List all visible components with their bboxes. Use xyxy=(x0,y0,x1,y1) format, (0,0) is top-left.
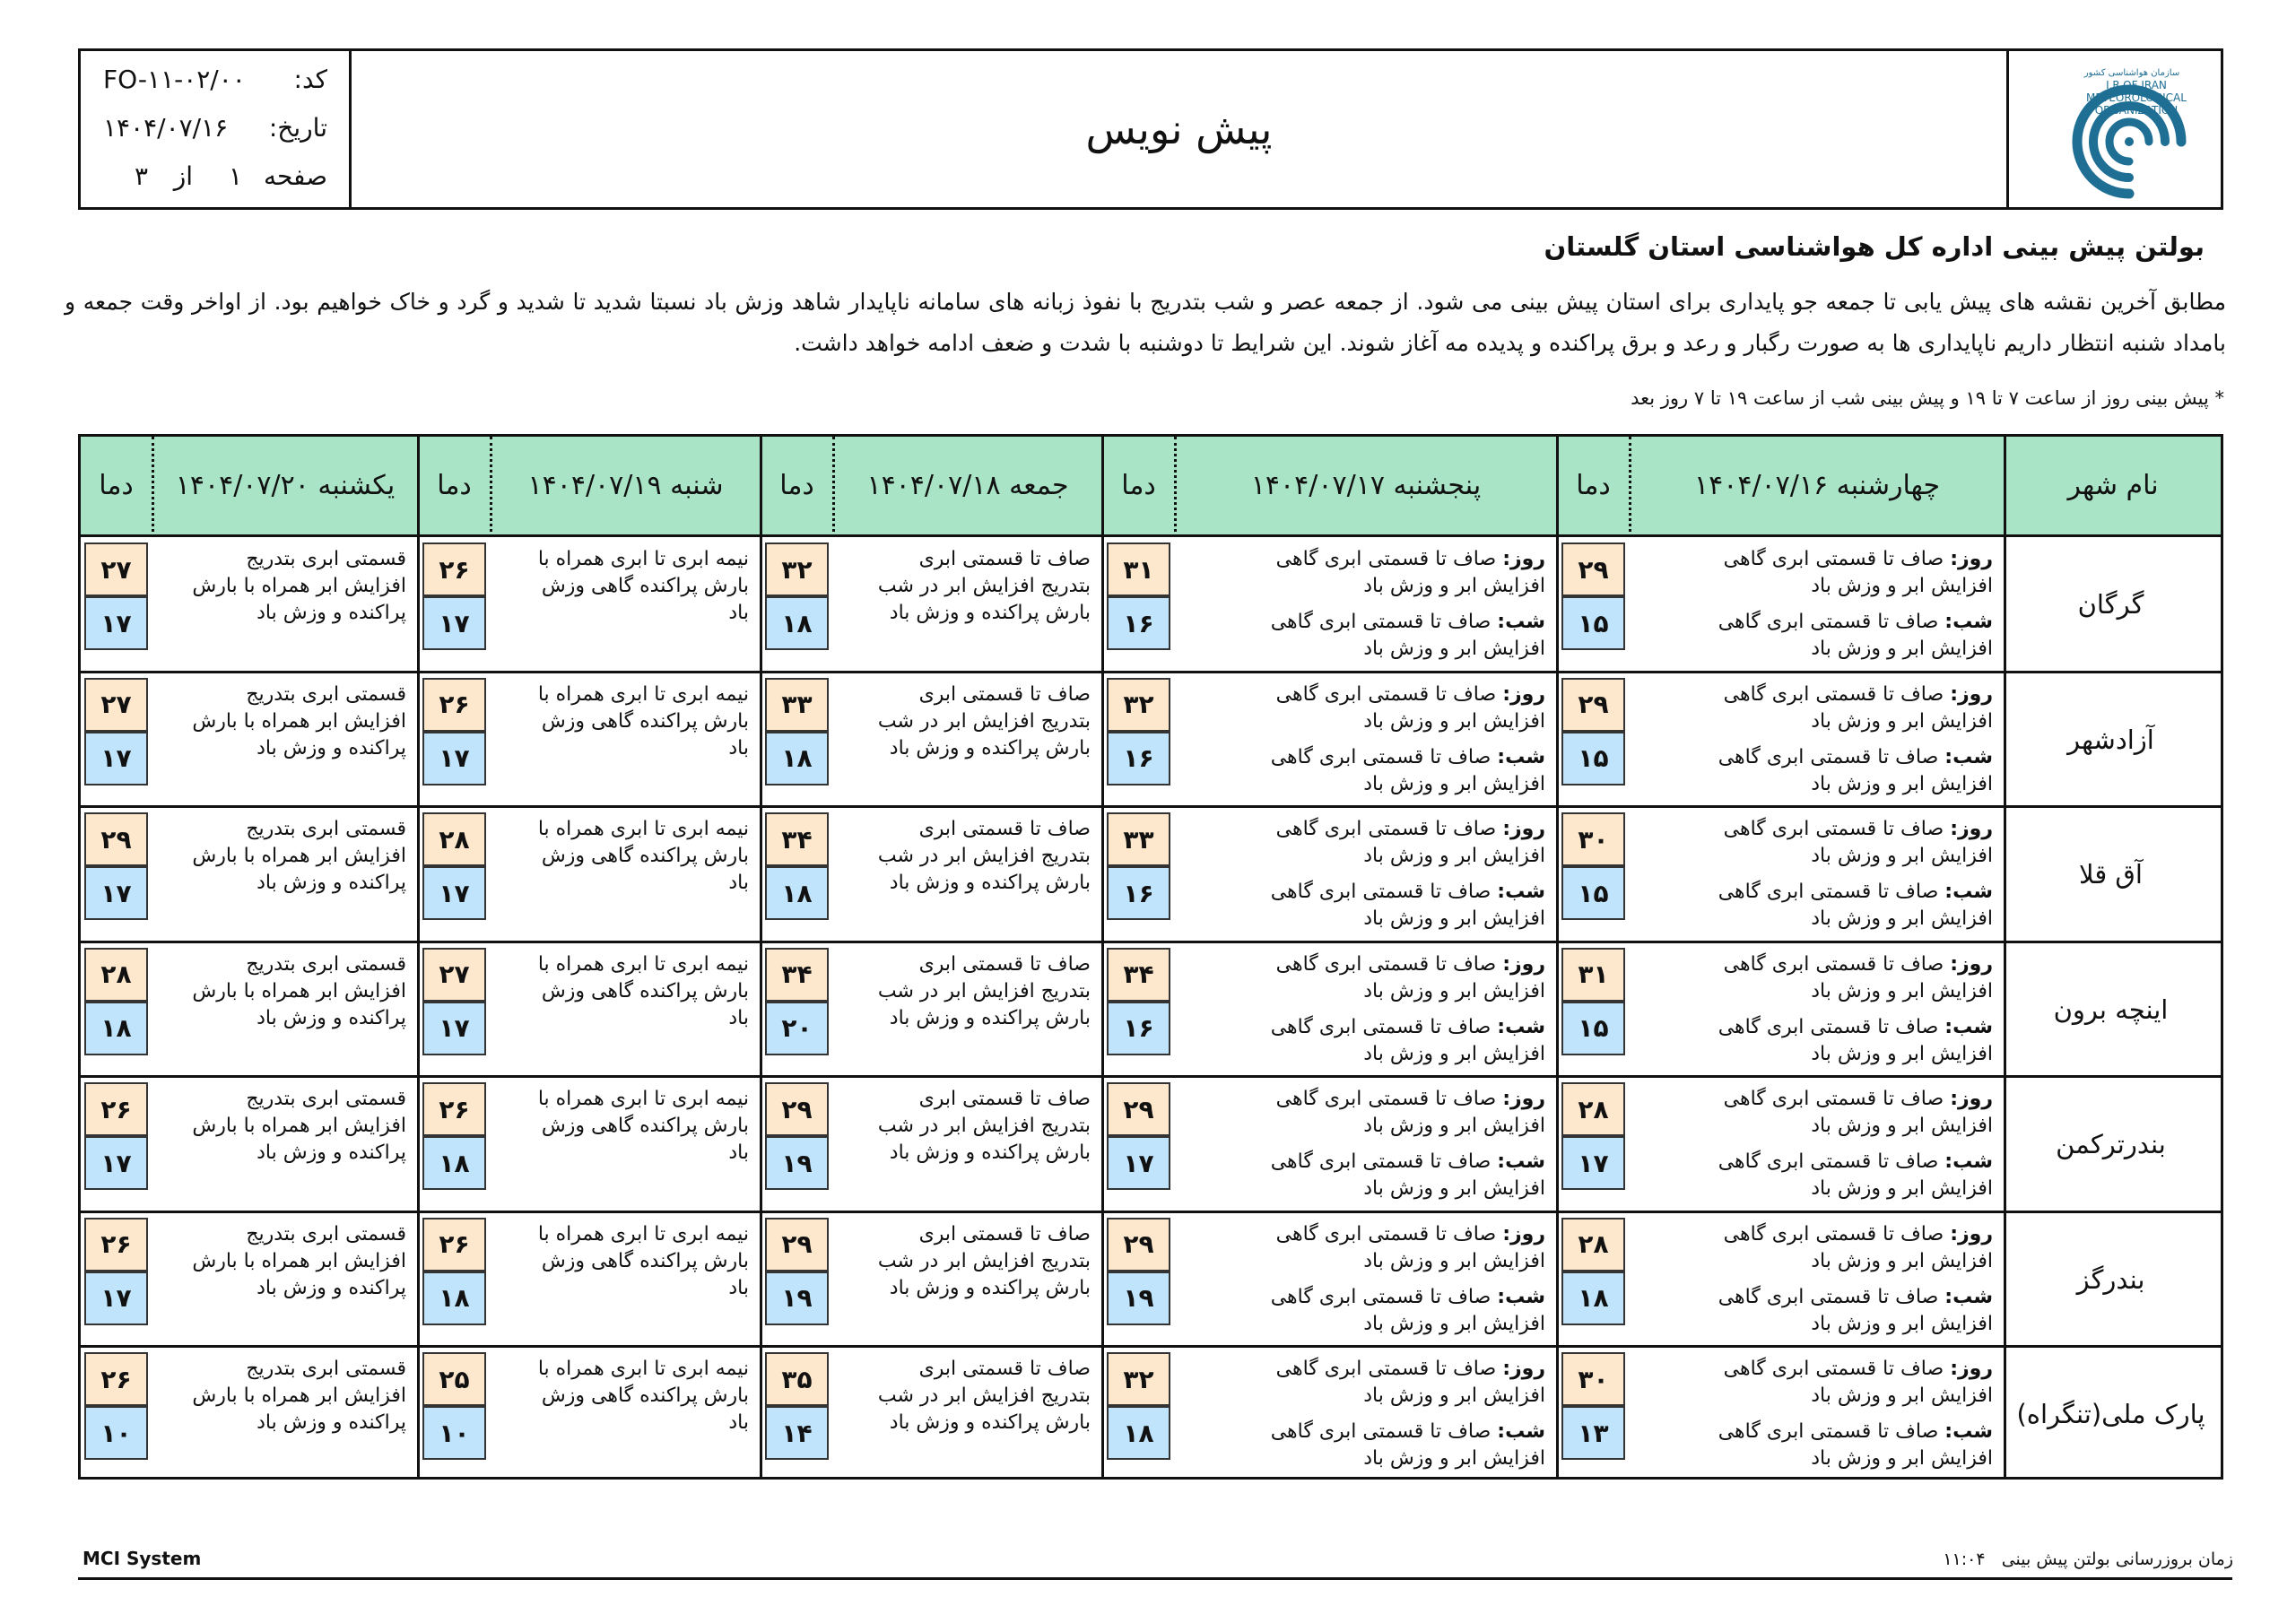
header-dotted-divider xyxy=(152,437,154,537)
min-temp: ۱۷ xyxy=(84,732,148,785)
update-label: زمان بروزرسانی بولتن پیش بینی xyxy=(2001,1549,2233,1569)
night-prefix: شب: xyxy=(1944,745,1993,768)
night-forecast-text: صاف تا قسمتی ابری گاهی افزایش ابر و وزش باد xyxy=(1270,1015,1545,1065)
daily-forecast: صاف تا قسمتی ابری بتدریج افزایش ابر در شب بارش پراکنده و وزش باد xyxy=(877,548,1091,624)
day-forecast-text: صاف تا قسمتی ابری گاهی افزایش ابر و وزش باد xyxy=(1723,1222,1993,1272)
night-prefix: شب: xyxy=(1944,611,1993,633)
min-temp: ۱۵ xyxy=(1561,596,1625,650)
max-temp: ۳۳ xyxy=(765,678,829,732)
max-temp: ۳۲ xyxy=(1107,678,1170,732)
min-temp: ۱۵ xyxy=(1561,866,1625,920)
day-forecast xyxy=(1670,1356,1993,1410)
daily-forecast: قسمتی ابری بتدریج افزایش ابر همراه با بارش پراکنده و وزش باد xyxy=(192,1088,406,1164)
night-prefix: شب: xyxy=(1497,1015,1545,1038)
day-forecast-text: صاف تا قسمتی ابری گاهی افزایش ابر و وزش باد xyxy=(1723,952,1993,1002)
night-prefix: شب: xyxy=(1944,1420,1993,1443)
row-divider xyxy=(81,671,2221,673)
daily-forecast: صاف تا قسمتی ابری بتدریج افزایش ابر در شب بارش پراکنده و وزش باد xyxy=(877,682,1091,759)
page-row xyxy=(103,161,327,197)
night-forecast-text: صاف تا قسمتی ابری گاهی افزایش ابر و وزش باد xyxy=(1718,611,1993,660)
day-column-header: چهارشنبه ۱۴۰۴/۰۷/۱۶ xyxy=(1629,437,2005,537)
bulletin-title: بولتن پیش بینی اداره کل هواشناسی استان گلستان xyxy=(1544,231,2205,262)
night-forecast-text: صاف تا قسمتی ابری گاهی افزایش ابر و وزش باد xyxy=(1270,1420,1545,1470)
day-forecast xyxy=(1222,816,1545,870)
page-label: صفحه xyxy=(263,161,327,191)
min-temp: ۱۷ xyxy=(422,596,486,650)
day-forecast-text: صاف تا قسمتی ابری گاهی افزایش ابر و وزش باد xyxy=(1275,952,1545,1002)
temp-column-header: دما xyxy=(1103,437,1174,537)
city-name: اینچه برون xyxy=(2053,994,2169,1025)
night-forecast xyxy=(1222,744,1545,798)
night-forecast-text: صاف تا قسمتی ابری گاهی افزایش ابر و وزش باد xyxy=(1718,1150,1993,1200)
max-temp: ۳۰ xyxy=(1561,812,1625,866)
night-forecast xyxy=(1222,609,1545,663)
page-title: پیش نویس xyxy=(1085,105,1273,153)
night-prefix: شب: xyxy=(1497,1420,1545,1443)
max-temp: ۲۷ xyxy=(84,542,148,596)
min-temp: ۱۹ xyxy=(765,1271,829,1325)
day-prefix: روز: xyxy=(1950,818,1993,840)
day-forecast-text: صاف تا قسمتی ابری گاهی افزایش ابر و وزش باد xyxy=(1275,682,1545,733)
day-column-header: شنبه ۱۴۰۴/۰۷/۱۹ xyxy=(490,437,761,537)
day-forecast xyxy=(1222,1221,1545,1275)
max-temp: ۲۶ xyxy=(84,1218,148,1271)
day-column-header: پنجشنبه ۱۴۰۴/۰۷/۱۷ xyxy=(1174,437,1558,537)
min-temp: ۱۶ xyxy=(1107,732,1170,785)
daily-forecast: قسمتی ابری بتدریج افزایش ابر همراه با بارش پراکنده و وزش باد xyxy=(192,548,406,624)
min-temp: ۱۵ xyxy=(1561,732,1625,785)
row-divider xyxy=(81,805,2221,808)
night-prefix: شب: xyxy=(1944,1285,1993,1308)
daily-forecast: نیمه ابری تا ابری همراه با بارش پراکنده گاهی وزش باد xyxy=(537,1088,749,1164)
day-forecast xyxy=(1222,681,1545,735)
page-of: از xyxy=(173,161,193,191)
row-divider xyxy=(81,941,2221,943)
max-temp: ۳۴ xyxy=(1107,948,1170,1002)
min-temp: ۱۷ xyxy=(422,866,486,920)
day-forecast xyxy=(1222,1086,1545,1140)
max-temp: ۲۷ xyxy=(84,678,148,732)
max-temp: ۲۶ xyxy=(84,1082,148,1136)
city-name: بندرگز xyxy=(2076,1263,2145,1295)
update-time-value: ۱۱:۰۴ xyxy=(1943,1549,1986,1569)
daily-forecast: صاف تا قسمتی ابری بتدریج افزایش ابر در شب بارش پراکنده و وزش باد xyxy=(877,1358,1091,1434)
temp-column-header: دما xyxy=(761,437,832,537)
daily-forecast: قسمتی ابری بتدریج افزایش ابر همراه با بارش پراکنده و وزش باد xyxy=(192,1358,406,1434)
city-column-header: نام شهر xyxy=(2005,437,2221,537)
date-label: تاریخ: xyxy=(268,113,327,143)
daily-forecast: قسمتی ابری بتدریج افزایش ابر همراه با بارش پراکنده و وزش باد xyxy=(192,818,406,894)
daily-forecast: صاف تا قسمتی ابری بتدریج افزایش ابر در شب بارش پراکنده و وزش باد xyxy=(877,952,1091,1029)
night-prefix: شب: xyxy=(1497,1285,1545,1308)
min-temp: ۱۳ xyxy=(1561,1406,1625,1460)
min-temp: ۱۶ xyxy=(1107,596,1170,650)
day-forecast xyxy=(1670,1221,1993,1275)
max-temp: ۲۶ xyxy=(422,1082,486,1136)
max-temp: ۲۸ xyxy=(84,948,148,1002)
night-forecast-text: صاف تا قسمتی ابری گاهی افزایش ابر و وزش باد xyxy=(1270,611,1545,660)
daily-forecast: نیمه ابری تا ابری همراه با بارش پراکنده گاهی وزش باد xyxy=(537,1222,749,1299)
day-forecast-text: صاف تا قسمتی ابری گاهی افزایش ابر و وزش باد xyxy=(1723,818,1993,867)
update-time xyxy=(1943,1549,2233,1569)
max-temp: ۳۰ xyxy=(1561,1352,1625,1406)
daily-forecast: صاف تا قسمتی ابری بتدریج افزایش ابر در شب بارش پراکنده و وزش باد xyxy=(877,1222,1091,1299)
min-temp: ۱۰ xyxy=(84,1406,148,1460)
night-prefix: شب: xyxy=(1944,881,1993,903)
day-prefix: روز: xyxy=(1502,1358,1545,1380)
column-divider xyxy=(417,437,420,1477)
daily-forecast: قسمتی ابری بتدریج افزایش ابر همراه با بارش پراکنده و وزش باد xyxy=(192,1222,406,1299)
city-name: آق قلا xyxy=(2079,859,2143,890)
night-prefix: شب: xyxy=(1944,1150,1993,1173)
night-forecast xyxy=(1222,1419,1545,1472)
night-forecast-text: صاف تا قسمتی ابری گاهی افزایش ابر و وزش باد xyxy=(1270,1285,1545,1335)
night-forecast xyxy=(1670,879,1993,933)
max-temp: ۲۹ xyxy=(765,1082,829,1136)
daily-forecast: قسمتی ابری بتدریج افزایش ابر همراه با بارش پراکنده و وزش باد xyxy=(192,682,406,759)
max-temp: ۲۷ xyxy=(422,948,486,1002)
max-temp: ۳۴ xyxy=(765,812,829,866)
night-forecast-text: صاف تا قسمتی ابری گاهی افزایش ابر و وزش باد xyxy=(1270,745,1545,795)
night-forecast-text: صاف تا قسمتی ابری گاهی افزایش ابر و وزش باد xyxy=(1718,1420,1993,1470)
svg-text:سازمان هواشناسی کشور: سازمان هواشناسی کشور xyxy=(2083,68,2180,78)
daily-forecast: صاف تا قسمتی ابری بتدریج افزایش ابر در شب بارش پراکنده و وزش باد xyxy=(877,1088,1091,1164)
min-temp: ۱۸ xyxy=(1107,1406,1170,1460)
day-forecast-text: صاف تا قسمتی ابری گاهی افزایش ابر و وزش باد xyxy=(1275,1358,1545,1407)
city-name: آزادشهر xyxy=(2067,724,2154,755)
day-forecast-text: صاف تا قسمتی ابری گاهی افزایش ابر و وزش باد xyxy=(1275,1222,1545,1272)
temp-column-header: دما xyxy=(81,437,152,537)
max-temp: ۲۶ xyxy=(84,1352,148,1406)
night-forecast xyxy=(1222,1014,1545,1068)
night-forecast xyxy=(1670,609,1993,663)
night-forecast-text: صاف تا قسمتی ابری گاهی افزایش ابر و وزش باد xyxy=(1270,881,1545,930)
min-temp: ۱۷ xyxy=(422,732,486,785)
column-divider xyxy=(1101,437,1104,1477)
daily-forecast: نیمه ابری تا ابری همراه با بارش پراکنده گاهی وزش باد xyxy=(537,1358,749,1434)
daily-forecast: نیمه ابری تا ابری همراه با بارش پراکنده گاهی وزش باد xyxy=(537,818,749,894)
forecast-table xyxy=(78,434,2223,1480)
min-temp: ۱۸ xyxy=(422,1136,486,1190)
night-forecast-text: صاف تا قسمتی ابری گاهی افزایش ابر و وزش باد xyxy=(1718,745,1993,795)
row-divider xyxy=(81,1211,2221,1213)
day-column-header: یکشنبه ۱۴۰۴/۰۷/۲۰ xyxy=(152,437,419,537)
bulletin-intro: مطابق آخرین نقشه های پیش یابی تا جمعه جو پایداری برای استان پیش بینی می شود. از جمعه عصر و شب بتدریج با نفوذ زبانه های سامانه ناپایدار شاهد وزش باد نسبتا شدید تا شدید و گرد و خاک خواهیم بود. از اواخر وقت جمعه و بامداد شنبه انتظار داریم ناپایداری ها به صورت رگبار و رعد و برق پراکنده و پدیده مه آغاز شوند. این شرایط تا دوشنبه با شدت و ضعف ادامه خواهد داشت. xyxy=(65,289,2226,356)
column-divider xyxy=(760,437,762,1477)
min-temp: ۱۸ xyxy=(765,732,829,785)
header-dotted-divider xyxy=(832,437,835,537)
max-temp: ۳۱ xyxy=(1107,542,1170,596)
night-prefix: شب: xyxy=(1497,611,1545,633)
day-prefix: روز: xyxy=(1502,1222,1545,1245)
spiral-logo-icon xyxy=(2029,59,2208,203)
meteorological-organization-logo xyxy=(2029,59,2208,203)
min-temp: ۱۸ xyxy=(84,1002,148,1055)
code-label: کد: xyxy=(293,65,327,94)
page-total: ۳ xyxy=(134,161,148,191)
max-temp: ۲۸ xyxy=(1561,1218,1625,1271)
day-forecast-text: صاف تا قسمتی ابری گاهی افزایش ابر و وزش باد xyxy=(1723,1088,1993,1137)
max-temp: ۲۵ xyxy=(422,1352,486,1406)
system-name: MCI System xyxy=(83,1548,202,1569)
day-forecast-text: صاف تا قسمتی ابری گاهی افزایش ابر و وزش باد xyxy=(1723,1358,1993,1407)
max-temp: ۳۲ xyxy=(765,542,829,596)
min-temp: ۱۴ xyxy=(765,1406,829,1460)
day-forecast xyxy=(1670,816,1993,870)
max-temp: ۲۶ xyxy=(422,1218,486,1271)
max-temp: ۲۹ xyxy=(1561,542,1625,596)
city-name: پارک ملی(تنگراه) xyxy=(2016,1399,2205,1430)
row-divider xyxy=(81,1345,2221,1348)
min-temp: ۱۷ xyxy=(84,866,148,920)
night-forecast-text: صاف تا قسمتی ابری گاهی افزایش ابر و وزش باد xyxy=(1718,1285,1993,1335)
footer-divider xyxy=(78,1577,2232,1580)
temp-column-header: دما xyxy=(1558,437,1629,537)
night-forecast xyxy=(1670,1014,1993,1068)
max-temp: ۲۸ xyxy=(422,812,486,866)
day-forecast-text: صاف تا قسمتی ابری گاهی افزایش ابر و وزش باد xyxy=(1275,548,1545,597)
night-forecast xyxy=(1670,1419,1993,1472)
night-forecast xyxy=(1670,1284,1993,1338)
day-prefix: روز: xyxy=(1950,548,1993,570)
day-forecast-text: صاف تا قسمتی ابری گاهی افزایش ابر و وزش باد xyxy=(1723,682,1993,733)
date-row xyxy=(103,113,327,149)
min-temp: ۱۸ xyxy=(422,1271,486,1325)
day-forecast xyxy=(1670,1086,1993,1140)
min-temp: ۱۷ xyxy=(1107,1136,1170,1190)
min-temp: ۱۷ xyxy=(84,1271,148,1325)
day-prefix: روز: xyxy=(1950,952,1993,976)
day-prefix: روز: xyxy=(1502,952,1545,976)
daily-forecast: نیمه ابری تا ابری همراه با بارش پراکنده گاهی وزش باد xyxy=(537,682,749,759)
temp-column-header: دما xyxy=(419,437,490,537)
min-temp: ۱۸ xyxy=(765,866,829,920)
day-prefix: روز: xyxy=(1950,1222,1993,1245)
city-name: گرگان xyxy=(2077,589,2144,621)
day-forecast xyxy=(1222,1356,1545,1410)
min-temp: ۱۸ xyxy=(765,596,829,650)
column-divider xyxy=(1556,437,1559,1477)
night-forecast-text: صاف تا قسمتی ابری گاهی افزایش ابر و وزش باد xyxy=(1718,881,1993,930)
day-prefix: روز: xyxy=(1950,682,1993,706)
night-forecast xyxy=(1670,744,1993,798)
day-forecast-text: صاف تا قسمتی ابری گاهی افزایش ابر و وزش باد xyxy=(1275,818,1545,867)
code-value: FO-۱۱-۰۲/۰۰ xyxy=(103,65,246,94)
max-temp: ۳۴ xyxy=(765,948,829,1002)
svg-text:ORGANIZATION: ORGANIZATION xyxy=(2094,104,2179,117)
min-temp: ۱۷ xyxy=(84,596,148,650)
header-dotted-divider xyxy=(1174,437,1177,537)
city-name: بندرترکمن xyxy=(2056,1129,2166,1160)
day-forecast xyxy=(1670,546,1993,600)
max-temp: ۳۲ xyxy=(1107,1352,1170,1406)
forecast-footnote: * پیش بینی روز از ساعت ۷ تا ۱۹ و پیش بینی شب از ساعت ۱۹ تا ۷ روز بعد xyxy=(1631,387,2224,409)
daily-forecast: صاف تا قسمتی ابری بتدریج افزایش ابر در شب بارش پراکنده و وزش باد xyxy=(877,818,1091,894)
night-forecast-text: صاف تا قسمتی ابری گاهی افزایش ابر و وزش باد xyxy=(1718,1015,1993,1065)
night-forecast xyxy=(1670,1149,1993,1202)
max-temp: ۲۹ xyxy=(765,1218,829,1271)
min-temp: ۲۰ xyxy=(765,1002,829,1055)
min-temp: ۱۷ xyxy=(1561,1136,1625,1190)
day-prefix: روز: xyxy=(1950,1088,1993,1110)
daily-forecast: قسمتی ابری بتدریج افزایش ابر همراه با بارش پراکنده و وزش باد xyxy=(192,952,406,1029)
night-forecast-text: صاف تا قسمتی ابری گاهی افزایش ابر و وزش باد xyxy=(1270,1150,1545,1200)
min-temp: ۱۶ xyxy=(1107,866,1170,920)
max-temp: ۲۶ xyxy=(422,542,486,596)
night-forecast xyxy=(1222,879,1545,933)
day-prefix: روز: xyxy=(1950,1358,1993,1380)
max-temp: ۳۳ xyxy=(1107,812,1170,866)
night-prefix: شب: xyxy=(1497,881,1545,903)
day-forecast-text: صاف تا قسمتی ابری گاهی افزایش ابر و وزش باد xyxy=(1275,1088,1545,1137)
day-prefix: روز: xyxy=(1502,818,1545,840)
header-dotted-divider xyxy=(1629,437,1631,537)
day-forecast xyxy=(1222,951,1545,1005)
max-temp: ۳۱ xyxy=(1561,948,1625,1002)
svg-text:METEOROLOGICAL: METEOROLOGICAL xyxy=(2086,91,2187,104)
daily-forecast: نیمه ابری تا ابری همراه با بارش پراکنده گاهی وزش باد xyxy=(537,952,749,1029)
min-temp: ۱۷ xyxy=(422,1002,486,1055)
night-forecast xyxy=(1222,1149,1545,1202)
max-temp: ۲۶ xyxy=(422,678,486,732)
daily-forecast: نیمه ابری تا ابری همراه با بارش پراکنده گاهی وزش باد xyxy=(537,548,749,624)
row-divider xyxy=(81,1075,2221,1078)
header-dotted-divider xyxy=(490,437,492,537)
day-forecast-text: صاف تا قسمتی ابری گاهی افزایش ابر و وزش باد xyxy=(1723,548,1993,597)
night-prefix: شب: xyxy=(1497,745,1545,768)
max-temp: ۲۹ xyxy=(1561,678,1625,732)
day-prefix: روز: xyxy=(1502,682,1545,706)
night-forecast xyxy=(1222,1284,1545,1338)
day-prefix: روز: xyxy=(1502,548,1545,570)
night-prefix: شب: xyxy=(1944,1015,1993,1038)
night-prefix: شب: xyxy=(1497,1150,1545,1173)
day-forecast xyxy=(1222,546,1545,600)
code-row xyxy=(103,65,327,100)
max-temp: ۲۸ xyxy=(1561,1082,1625,1136)
min-temp: ۱۸ xyxy=(1561,1271,1625,1325)
svg-text:I.R.OF IRAN: I.R.OF IRAN xyxy=(2106,79,2167,91)
day-column-header: جمعه ۱۴۰۴/۰۷/۱۸ xyxy=(832,437,1103,537)
day-forecast xyxy=(1670,681,1993,735)
document-meta xyxy=(78,48,352,210)
day-prefix: روز: xyxy=(1502,1088,1545,1110)
min-temp: ۱۶ xyxy=(1107,1002,1170,1055)
min-temp: ۱۹ xyxy=(1107,1271,1170,1325)
min-temp: ۱۹ xyxy=(765,1136,829,1190)
min-temp: ۱۰ xyxy=(422,1406,486,1460)
max-temp: ۲۹ xyxy=(84,812,148,866)
max-temp: ۲۹ xyxy=(1107,1082,1170,1136)
date-value: ۱۴۰۴/۰۷/۱۶ xyxy=(103,113,229,143)
page-current: ۱ xyxy=(228,161,242,191)
max-temp: ۲۹ xyxy=(1107,1218,1170,1271)
max-temp: ۳۵ xyxy=(765,1352,829,1406)
min-temp: ۱۷ xyxy=(84,1136,148,1190)
day-forecast xyxy=(1670,951,1993,1005)
min-temp: ۱۵ xyxy=(1561,1002,1625,1055)
